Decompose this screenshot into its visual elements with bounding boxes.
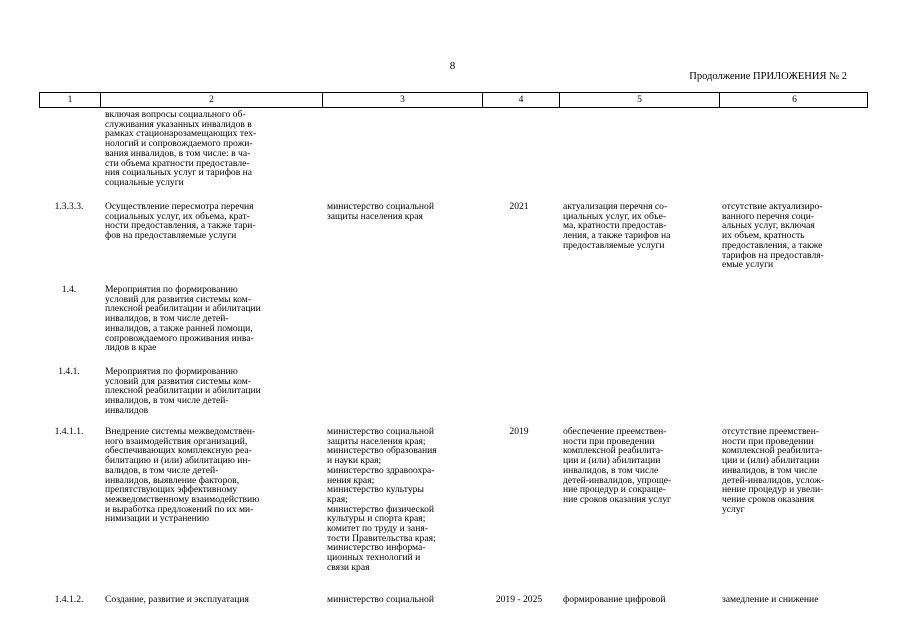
table-cell-num: 1.3.3.3. [54,201,84,212]
table-cell-risk: отсутствие преемствен- ности при проведении комплексной реабилита- ции и (или) абилитации инвалидов, в том числе детей-инвалидов, услож- нение процедур и увели- чение сроков оказания услуг [722,426,825,515]
table-cell-action: Мероприятия по формированию условий для развития системы ком- плексной реабилитации и абилитации инвалидов, в том числе детей- инвалидов, а также ранней помощи, сопровождаемого проживания инва- лидов в крае [105,284,261,354]
table-cell-year: 2019 [509,426,529,437]
table-cell-action: включая вопросы социального об- служивания указанных инвалидов в рамках стационарозамещающих тех- нологий и сопровождаемого прожи- вания инвалидов, в том числе: в ча- сти объема кратности предоставле- ния социальных услуг и тарифов на социальные услуги [105,109,257,188]
table-cell-num: 1.4. [61,284,77,295]
column-header-1: 1 [67,95,73,105]
continuation-label: Продолжение ПРИЛОЖЕНИЯ № 2 [689,71,847,82]
column-header-3: 3 [322,93,482,107]
table-cell-action: Внедрение системы межведомствен- ного взаимодействия организаций, обеспечивающих комплексную реа- билитацию и (или) абилитацию ин- валидов, в том числе детей- инвалидов, выявление факторов, препятствующих эффективному межведомственному взаимодействию и выработка предложений по их ми- нимизации и устранению [105,426,260,525]
table-cell-result: формирование цифровой [563,594,666,605]
table-cell-year: 2021 [509,201,529,212]
page-number: 8 [449,60,456,72]
table-cell-risk: отсутствие актуализиро- ванного перечня соци- альных услуг, включая их объем, кратность предоставления, а также тарифов на предоставля- емые услуги [722,201,824,271]
column-header-2: 2 [100,93,322,107]
table-cell-num: 1.4.1. [58,366,80,377]
table-header [39,92,868,108]
table-cell-executor: министерство социальной защиты населения края [327,201,434,222]
table-cell-action: Мероприятия по формированию условий для развития системы ком- плексной реабилитации и абилитации инвалидов, в том числе детей- инвалидов [105,366,261,416]
column-header-5: 5 [559,93,719,107]
table-cell-num: 1.4.1.1. [54,426,84,437]
table-cell-executor: министерство социальной [327,594,434,605]
column-header-6: 6 [719,93,869,107]
table-cell-year: 2019 - 2025 [495,594,543,605]
table-cell-result: обеспечение преемствен- ности при проведении комплексной реабилита- ции и (или) абилитации инвалидов, в том числе детей-инвалидов, упроще- ние процедур и сокраще- ние сроков оказания услуг [563,426,672,505]
table-cell-result: актуализация перечня со- циальных услуг, их объе- ма, кратности предостав- ления, а также тарифов на предоставляемые услуги [563,201,671,251]
table-cell-action: Создание, развитие и эксплуатация [105,594,249,605]
table-cell-action: Осуществление пересмотра перечня социальных услуг, их объема, крат- ности предоставления, а также тари- фов на предоставляемые услуги [105,201,256,242]
column-header-4: 4 [482,93,559,107]
table-cell-num: 1.4.1.2. [54,594,84,605]
table-cell-executor: министерство социальной защиты населения края; министерство образования и науки края; министерство здравоохра- нения края; министерство культуры края; министерство физической культуры и спорта края; комитет по труду и заня- тости Правительства края; министерство информа- ционных технологий и связи края [327,426,437,573]
table-cell-risk: замедление и снижение [722,594,819,605]
